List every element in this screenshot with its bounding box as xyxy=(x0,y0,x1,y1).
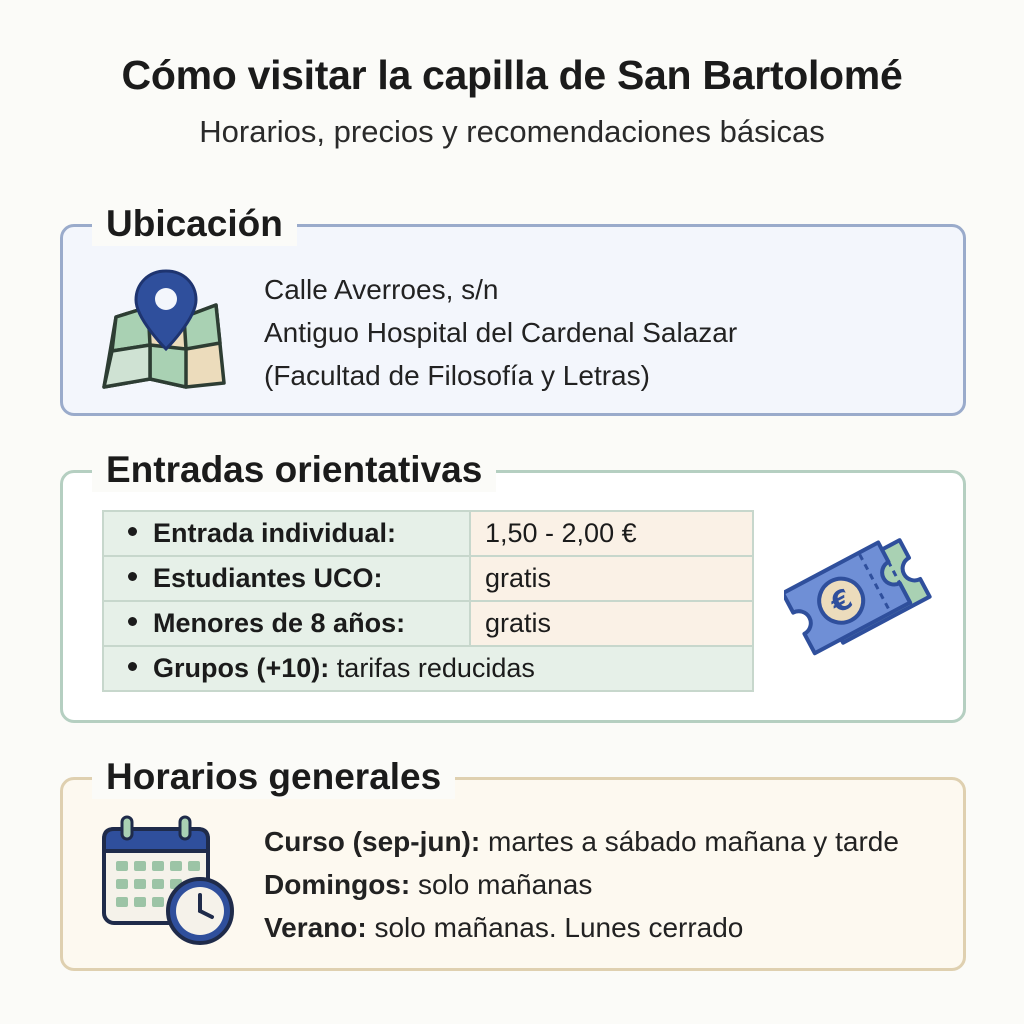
page-subtitle: Horarios, precios y recomendaciones básicas xyxy=(199,114,825,149)
hours-value: solo mañanas xyxy=(418,869,593,900)
table-row xyxy=(103,556,753,601)
hours-label: Verano: xyxy=(264,912,367,943)
tickets-heading: Entradas orientativas xyxy=(92,448,496,492)
bullet-icon xyxy=(128,527,137,536)
location-address xyxy=(264,268,737,397)
address-faculty: (Facultad de Filosofía y Letras) xyxy=(264,360,650,391)
table-row xyxy=(103,601,753,646)
bullet-icon xyxy=(128,572,137,581)
hours-item xyxy=(264,820,899,863)
map-pin-icon xyxy=(100,265,232,393)
ticket-value: gratis xyxy=(470,556,753,601)
location-heading: Ubicación xyxy=(92,202,297,246)
ticket-value: tarifas reducidas xyxy=(336,653,535,683)
hours-label: Curso (sep-jun): xyxy=(264,826,481,857)
ticket-label: Menores de 8 años: xyxy=(153,608,406,638)
ticket-label: Grupos (+10): xyxy=(153,653,330,683)
svg-text:€: € xyxy=(825,581,858,621)
hours-value: solo mañanas. Lunes cerrado xyxy=(374,912,744,943)
bullet-icon xyxy=(128,662,137,671)
table-row xyxy=(103,646,753,691)
hours-item xyxy=(264,863,899,906)
hours-value: martes a sábado mañana y tarde xyxy=(488,826,899,857)
euro-ticket-icon xyxy=(784,530,934,666)
hours-item xyxy=(264,906,899,949)
ticket-value: 1,50 - 2,00 € xyxy=(470,511,753,556)
ticket-label: Estudiantes UCO: xyxy=(153,563,383,593)
ticket-label: Entrada individual: xyxy=(153,518,397,548)
table-row xyxy=(103,511,753,556)
address-building: Antiguo Hospital del Cardenal Salazar xyxy=(264,317,738,348)
calendar-clock-icon xyxy=(100,815,240,947)
hours-list xyxy=(264,820,899,949)
hours-heading: Horarios generales xyxy=(92,755,455,799)
ticket-value: gratis xyxy=(470,601,753,646)
bullet-icon xyxy=(128,617,137,626)
tickets-table xyxy=(102,510,754,692)
address-street: Calle Averroes, s/n xyxy=(264,274,499,305)
page-title: Cómo visitar la capilla de San Bartolomé xyxy=(121,52,903,98)
hours-label: Domingos: xyxy=(264,869,411,900)
